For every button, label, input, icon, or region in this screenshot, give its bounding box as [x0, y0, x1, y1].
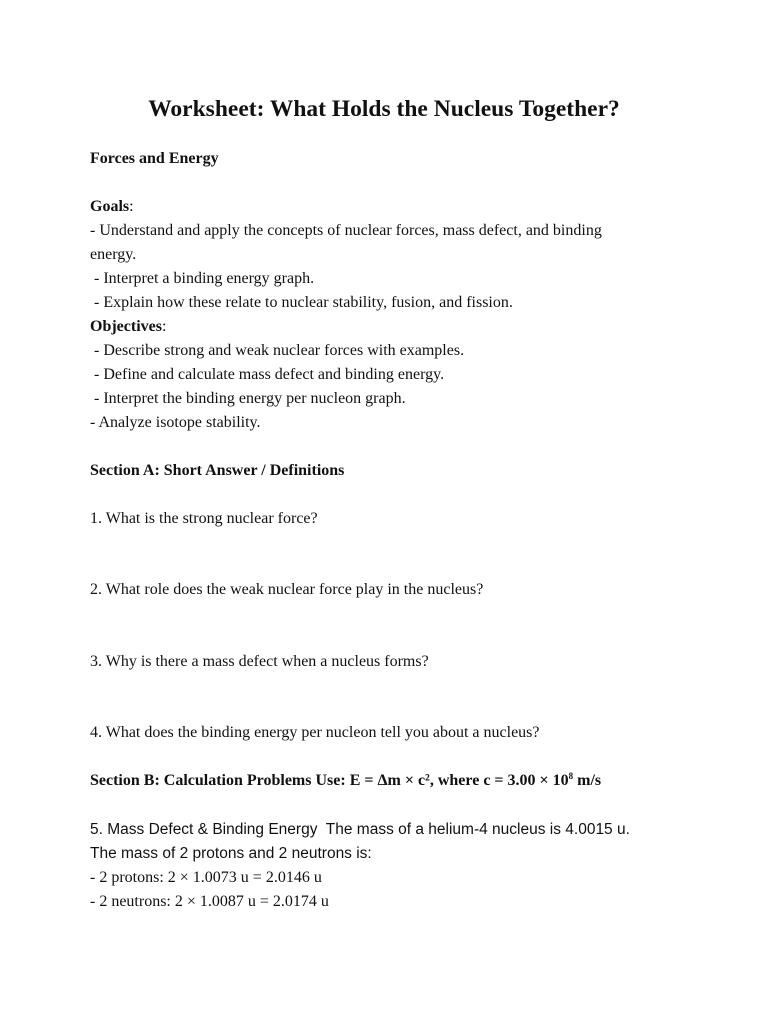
- section-b-heading: [90, 770, 601, 792]
- subtitle: Forces and Energy: [90, 150, 219, 167]
- goals-heading: [90, 196, 134, 218]
- objective-item: - Analyze isotope stability.: [90, 414, 261, 431]
- objective-item: - Interpret the binding energy per nucleon graph.: [90, 390, 406, 407]
- goal-item: energy.: [90, 246, 137, 263]
- section-b-heading-suffix: m/s: [573, 772, 602, 789]
- section-b-heading-prefix: Section B: Calculation Problems Use: E = Δm × c², where c = 3.00 × 10: [90, 772, 569, 789]
- question-3: 3. Why is there a mass defect when a nucleus forms?: [90, 653, 429, 670]
- problem-5-line: - 2 neutrons: 2 × 1.0087 u = 2.0174 u: [90, 893, 329, 910]
- objectives-heading: [90, 316, 166, 338]
- problem-5-line: The mass of 2 protons and 2 neutrons is:: [90, 845, 372, 862]
- question-2: 2. What role does the weak nuclear force play in the nucleus?: [90, 581, 484, 598]
- goal-item: - Understand and apply the concepts of nuclear forces, mass defect, and binding: [90, 222, 602, 239]
- goals-label: Goals: [90, 198, 130, 215]
- goal-item: - Explain how these relate to nuclear stability, fusion, and fission.: [90, 294, 513, 311]
- exponent: 8: [568, 771, 574, 781]
- objective-item: - Define and calculate mass defect and binding energy.: [90, 366, 445, 383]
- goals-colon: :: [129, 198, 134, 215]
- problem-5-line: - 2 protons: 2 × 1.0073 u = 2.0146 u: [90, 869, 322, 886]
- objectives-label: Objectives: [90, 318, 162, 335]
- objectives-colon: :: [161, 318, 167, 335]
- question-1: 1. What is the strong nuclear force?: [90, 510, 318, 527]
- goal-item: - Interpret a binding energy graph.: [90, 270, 315, 287]
- objective-item: - Describe strong and weak nuclear forces with examples.: [90, 342, 465, 359]
- section-a-heading: Section A: Short Answer / Definitions: [90, 462, 345, 479]
- problem-5-line: 5. Mass Defect & Binding Energy The mass of a helium-4 nucleus is 4.0015 u.: [90, 821, 630, 838]
- question-4: 4. What does the binding energy per nucleon tell you about a nucleus?: [90, 724, 540, 741]
- page-title: Worksheet: What Holds the Nucleus Together?: [148, 96, 620, 122]
